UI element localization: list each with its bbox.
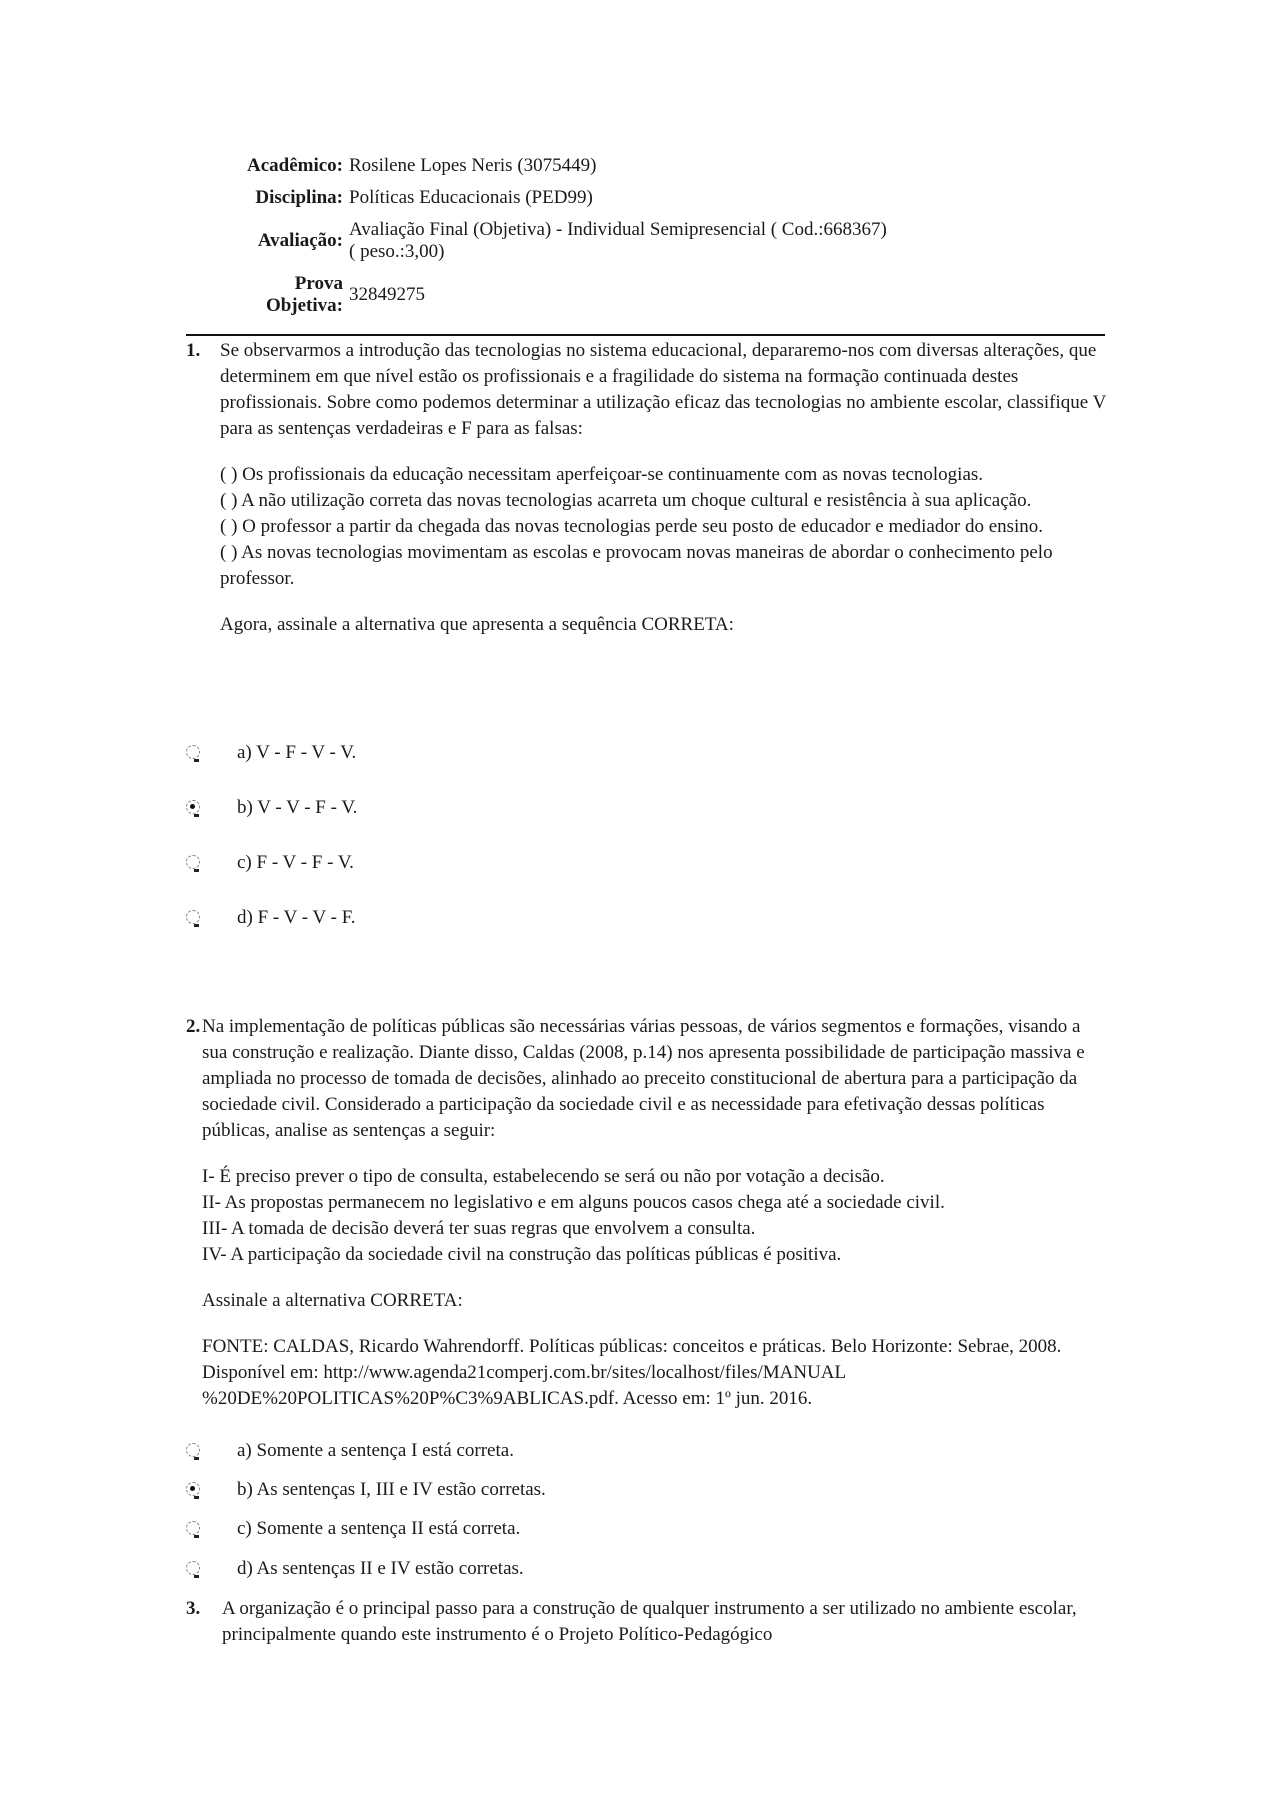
exam-header xyxy=(186,155,1106,317)
prova-label-line1: Prova xyxy=(294,273,343,294)
question-number: 1. xyxy=(186,340,201,361)
avaliacao-value-line2: ( peso.:3,00) xyxy=(349,241,445,262)
option-label: c) Somente a sentença II está correta. xyxy=(237,1518,521,1539)
prova-label-line2: Objetiva: xyxy=(265,295,343,316)
radio-button-icon[interactable] xyxy=(186,855,200,869)
radio-button-icon[interactable] xyxy=(186,1443,200,1457)
option-label: a) V - F - V - V. xyxy=(237,742,357,763)
option-label: d) F - V - V - F. xyxy=(237,907,356,928)
statement: III- A tomada de decisão deverá ter suas regras que envolvem a consulta. xyxy=(202,1218,756,1239)
statement: ( ) Os profissionais da educação necessitam aperfeiçoar-se continuamente com as novas tecnologias. xyxy=(220,464,984,485)
statement: II- As propostas permanecem no legislativo e em alguns poucos casos chega até a sociedade civil. xyxy=(202,1192,945,1213)
option-label: b) As sentenças I, III e IV estão corretas. xyxy=(237,1479,546,1500)
question-number: 2. xyxy=(186,1016,201,1037)
statement: IV- A participação da sociedade civil na construção das políticas públicas é positiva. xyxy=(202,1244,842,1265)
statement: I- É preciso prever o tipo de consulta, estabelecendo se será ou não por votação a decisão. xyxy=(202,1166,885,1187)
prova-label xyxy=(186,263,349,317)
radio-button-icon[interactable] xyxy=(186,1561,200,1575)
question-2 xyxy=(186,1014,1106,1412)
radio-button-icon[interactable] xyxy=(186,1521,200,1535)
disciplina-label: Disciplina: xyxy=(255,187,343,208)
avaliacao-label: Avaliação: xyxy=(257,230,343,251)
option-label: c) F - V - F - V. xyxy=(237,852,354,873)
option-label: a) Somente a sentença I está correta. xyxy=(237,1440,514,1461)
question-number: 3. xyxy=(186,1598,201,1619)
academico-label: Acadêmico: xyxy=(246,155,343,176)
radio-button-icon[interactable] xyxy=(186,745,200,759)
avaliacao-value xyxy=(349,209,1106,263)
radio-button-checked-icon[interactable] xyxy=(186,800,200,814)
radio-button-icon[interactable] xyxy=(186,910,200,924)
header-divider xyxy=(186,334,1105,336)
avaliacao-value-line1: Avaliação Final (Objetiva) - Individual Semipresencial ( Cod.:668367) xyxy=(349,219,887,240)
radio-button-checked-icon[interactable] xyxy=(186,1482,200,1496)
question-prompt: Agora, assinale a alternativa que apresenta a sequência CORRETA: xyxy=(220,614,734,635)
statement: ( ) O professor a partir da chegada das novas tecnologias perde seu posto de educador e mediador do ensino. xyxy=(220,516,1044,537)
source-citation: FONTE: CALDAS, Ricardo Wahrendorff. Políticas públicas: conceitos e práticas. Belo Horizonte: Sebrae, 2008. Disponível em: http://www.agenda21comperj.com.br/sites/localhost/files/MANUAL %20DE%20POLITICAS%20P%C3%9ABLICAS.pdf. Acesso em: 1º jun. 2016. xyxy=(202,1336,1062,1409)
question-text: Se observarmos a introdução das tecnologias no sistema educacional, depararemo-nos com diversas alterações, que determinem em que nível estão os profissionais e a fragilidade do sistema na formação continuada destes profissionais. Sobre como podemos determinar a utilização eficaz das tecnologias no ambiente escolar, classifique V para as sentenças verdadeiras e F para as falsas: xyxy=(220,340,1106,439)
question-3 xyxy=(186,1596,1106,1648)
question-1 xyxy=(186,338,1106,638)
disciplina-value: Políticas Educacionais (PED99) xyxy=(349,187,593,208)
option-label: d) As sentenças II e IV estão corretas. xyxy=(237,1558,524,1579)
statement: ( ) A não utilização correta das novas tecnologias acarreta um choque cultural e resistência à sua aplicação. xyxy=(220,490,1032,511)
question-text: A organização é o principal passo para a construção de qualquer instrumento a ser utilizado no ambiente escolar, principalmente quando este instrumento é o Projeto Político-Pedagógico xyxy=(222,1598,1077,1645)
question-text: Na implementação de políticas públicas são necessárias várias pessoas, de vários segmentos e formações, visando a sua construção e realização. Diante disso, Caldas (2008, p.14) nos apresenta possibilidade de participação massiva e ampliada no processo de tomada de decisões, alinhado ao preceito constitucional de abertura para a participação da sociedade civil. Considerado a participação da sociedade civil e as necessidade para efetivação dessas políticas públicas, analise as sentenças a seguir: xyxy=(202,1016,1085,1141)
option-label: b) V - V - F - V. xyxy=(237,797,358,818)
academico-value: Rosilene Lopes Neris (3075449) xyxy=(349,155,597,176)
statement: ( ) As novas tecnologias movimentam as escolas e provocam novas maneiras de abordar o conhecimento pelo professor. xyxy=(220,542,1053,589)
question-prompt: Assinale a alternativa CORRETA: xyxy=(202,1290,463,1311)
prova-value: 32849275 xyxy=(349,284,425,305)
